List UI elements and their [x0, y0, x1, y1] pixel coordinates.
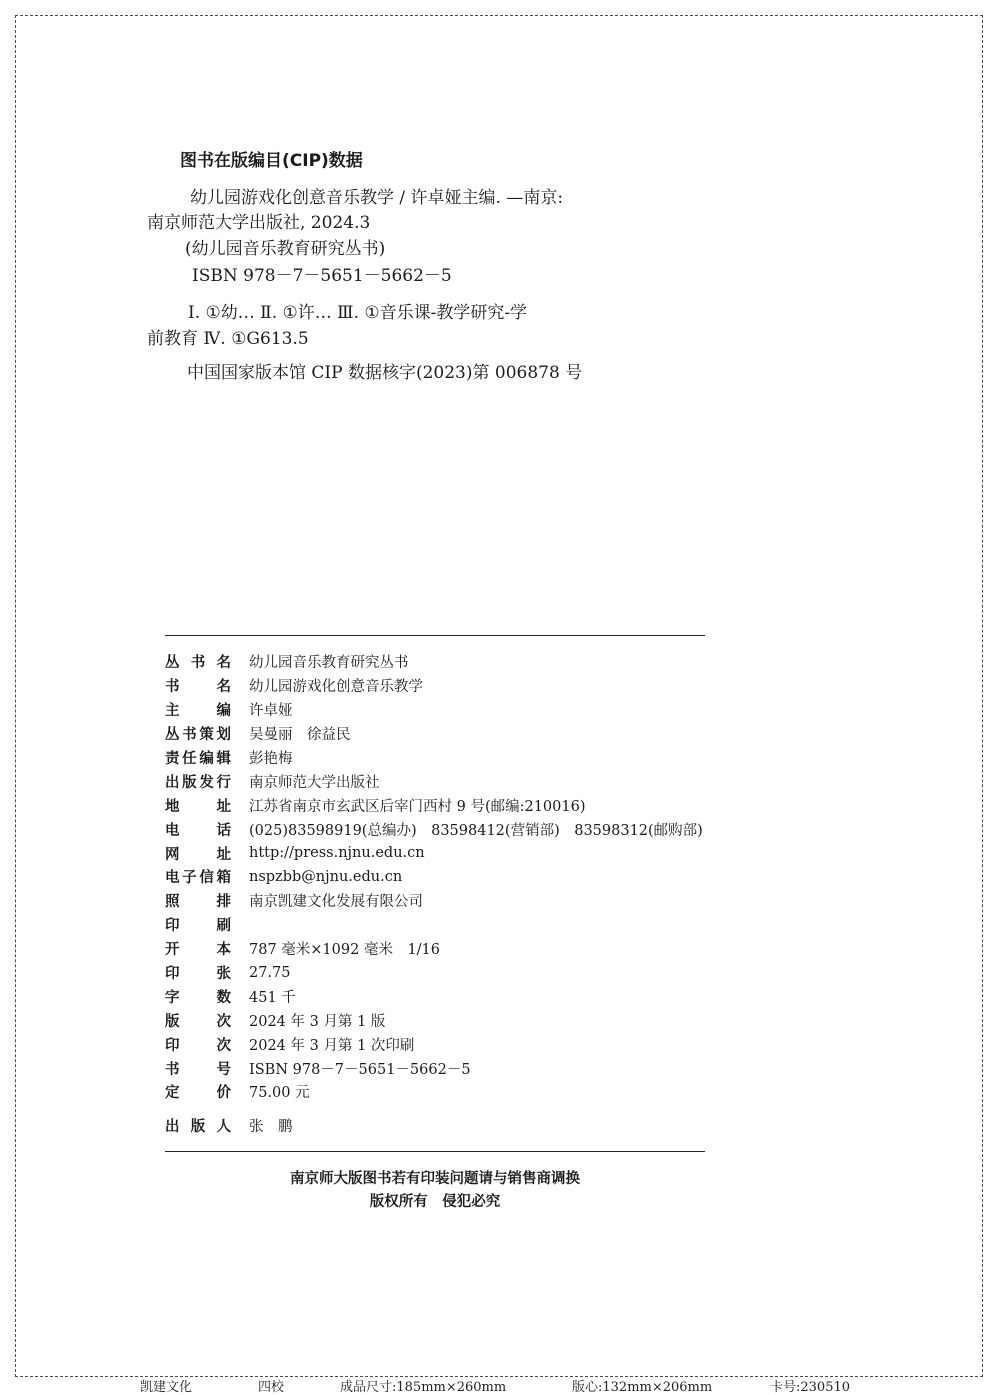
- label-char: 版: [182, 774, 197, 791]
- info-label: [165, 938, 231, 959]
- info-label: [165, 962, 231, 983]
- label-char: 出: [165, 774, 180, 791]
- label-char: 编: [199, 751, 214, 767]
- info-label: [165, 819, 231, 840]
- label-char: 信: [199, 870, 214, 887]
- info-label: [165, 723, 231, 744]
- label-char: 照: [165, 894, 180, 911]
- info-label: [165, 699, 231, 720]
- info-row: [165, 1032, 703, 1056]
- label-char: 策: [199, 727, 214, 744]
- info-row: [165, 937, 703, 961]
- cip-subject-line-cont: 前教育 Ⅳ. ①G613.5: [147, 329, 309, 349]
- label-char: 址: [216, 798, 231, 815]
- info-row: [165, 746, 703, 770]
- info-value: 75.00 元: [249, 1085, 310, 1102]
- cip-series-line: (幼儿园音乐教育研究丛书): [185, 239, 386, 259]
- label-char: 箱: [216, 870, 231, 887]
- label-char: 次: [216, 1013, 231, 1030]
- notice-line-2: 版权所有 侵犯必究: [369, 1194, 501, 1210]
- info-row: [165, 722, 703, 746]
- label-char: 定: [165, 1085, 180, 1102]
- cip-publisher-line: 南京师范大学出版社, 2024.3: [147, 213, 371, 233]
- info-row: [165, 793, 703, 817]
- label-char: 名: [216, 679, 231, 696]
- info-row: [165, 1008, 703, 1032]
- label-char: 印: [165, 966, 180, 983]
- label-char: 张: [216, 966, 231, 983]
- info-value: 幼儿园音乐教育研究丛书: [249, 655, 409, 672]
- label-char: 版: [165, 1013, 180, 1030]
- info-value: 南京师范大学出版社: [249, 774, 380, 791]
- info-row: [165, 698, 703, 722]
- info-row: [165, 889, 703, 913]
- label-char: 号: [216, 1061, 231, 1078]
- info-row: [165, 841, 703, 865]
- info-value: 许卓娅: [249, 703, 293, 720]
- label-char: 次: [216, 1037, 231, 1054]
- label-char: 辑: [216, 751, 231, 767]
- label-char: 子: [182, 870, 197, 887]
- footer-type-area: 版心:132mm×206mm: [572, 1380, 713, 1395]
- info-label: [165, 843, 231, 864]
- top-rule: [165, 635, 705, 636]
- publication-info-table: [165, 650, 703, 1138]
- footer-card-number: 卡号:230510: [770, 1380, 851, 1395]
- info-row: [165, 817, 703, 841]
- info-label: [165, 866, 231, 887]
- info-row: [165, 984, 703, 1008]
- info-value: 2024 年 3 月第 1 次印刷: [249, 1037, 415, 1054]
- label-char: 主: [165, 703, 180, 720]
- info-label: [165, 1034, 231, 1055]
- publisher-row: [165, 1114, 703, 1138]
- label-char: 址: [216, 846, 231, 863]
- info-label: [165, 914, 231, 935]
- cip-record-number: 中国国家版本馆 CIP 数据核字(2023)第 006878 号: [187, 363, 583, 383]
- footer-finished-size: 成品尺寸:185mm×260mm: [340, 1380, 507, 1395]
- info-label: [165, 747, 231, 768]
- label-char: 电: [165, 822, 180, 839]
- label-char: 印: [165, 1037, 180, 1054]
- info-value: 江苏省南京市玄武区后宰门西村 9 号(邮编:210016): [249, 798, 586, 815]
- label-char: 开: [165, 942, 180, 959]
- label-char: 出: [165, 1119, 180, 1136]
- info-label: [165, 986, 231, 1007]
- cip-isbn-line: ISBN 978－7－5651－5662－5: [192, 266, 452, 286]
- info-row: [165, 674, 703, 698]
- label-char: 地: [165, 798, 180, 815]
- info-row: [165, 769, 703, 793]
- info-row: [165, 1056, 703, 1080]
- label-char: 刷: [216, 918, 231, 935]
- label-char: 数: [216, 989, 231, 1006]
- info-label: [165, 1010, 231, 1031]
- cip-title-line: 幼儿园游戏化创意音乐教学 / 许卓娅主编. —南京:: [190, 188, 564, 208]
- label-char: 本: [216, 942, 231, 959]
- label-char: 名: [216, 655, 231, 672]
- label-char: 字: [165, 989, 180, 1006]
- info-label: [165, 1081, 231, 1102]
- label-char: 书: [182, 727, 197, 744]
- info-row: [165, 913, 703, 937]
- info-label: [165, 795, 231, 816]
- label-char: 任: [182, 751, 197, 767]
- info-row: [165, 650, 703, 674]
- info-value: [249, 913, 703, 937]
- info-value: 张 鹏: [249, 1119, 293, 1136]
- info-label: [165, 890, 231, 911]
- info-value: 幼儿园游戏化创意音乐教学: [249, 679, 423, 696]
- label-char: 划: [216, 727, 231, 744]
- info-row: [165, 961, 703, 985]
- label-char: 丛: [165, 727, 180, 744]
- info-value: 787 毫米×1092 毫米 1/16: [249, 942, 441, 959]
- cip-heading: 图书在版编目(CIP)数据: [180, 151, 363, 171]
- notice-line-1: 南京师大版图书若有印装问题请与销售商调换: [290, 1171, 580, 1187]
- info-value: http://press.njnu.edu.cn: [249, 845, 425, 862]
- info-value: 27.75: [249, 964, 291, 981]
- info-value: 彭艳梅: [249, 751, 293, 767]
- info-value: 吴曼丽 徐益民: [249, 727, 351, 744]
- info-label: [165, 675, 231, 696]
- label-char: 网: [165, 846, 180, 863]
- label-char: 人: [216, 1119, 231, 1136]
- label-char: 丛: [165, 655, 180, 672]
- info-label: [165, 771, 231, 792]
- label-char: 书: [190, 655, 206, 672]
- info-row: [165, 865, 703, 889]
- label-char: 责: [165, 751, 180, 767]
- label-char: 行: [216, 774, 231, 791]
- info-label: [165, 1115, 231, 1136]
- bottom-rule: [165, 1151, 705, 1152]
- info-value: (025)83598919(总编办) 83598412(营销部) 83598312(邮购部): [249, 822, 703, 839]
- label-char: 版: [190, 1119, 206, 1136]
- info-value: nspzbb@njnu.edu.cn: [249, 868, 403, 885]
- info-label: [165, 651, 231, 672]
- label-char: 电: [165, 870, 180, 887]
- row-spacer: [165, 1104, 703, 1114]
- label-char: 话: [216, 822, 231, 839]
- info-value: 南京凯建文化发展有限公司: [249, 894, 423, 911]
- footer-company: 凯建文化: [140, 1380, 193, 1395]
- label-char: 编: [216, 703, 231, 720]
- info-value: 451 千: [249, 989, 296, 1006]
- label-char: 印: [165, 918, 180, 935]
- label-char: 书: [165, 679, 180, 696]
- info-label: [165, 1058, 231, 1079]
- label-char: 价: [216, 1085, 231, 1102]
- label-char: 排: [216, 894, 231, 911]
- footer-proof: 四校: [258, 1380, 285, 1395]
- label-char: 书: [165, 1061, 180, 1078]
- info-row: [165, 1080, 703, 1104]
- info-value: 2024 年 3 月第 1 版: [249, 1013, 386, 1030]
- info-value: ISBN 978－7－5651－5662－5: [249, 1061, 471, 1078]
- label-char: 发: [199, 774, 214, 791]
- cip-subject-line: Ⅰ. ①幼… Ⅱ. ①许… Ⅲ. ①音乐课-教学研究-学: [188, 303, 528, 323]
